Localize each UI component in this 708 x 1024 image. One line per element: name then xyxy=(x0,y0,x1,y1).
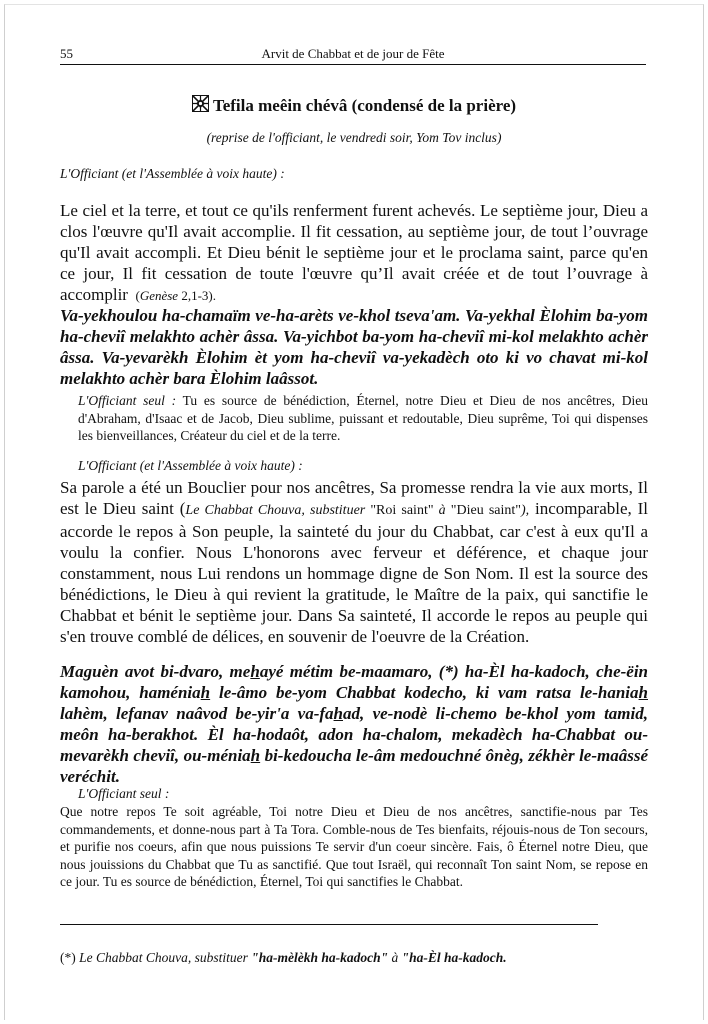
page-header xyxy=(60,46,646,66)
scripture-reference: (Genèse 2,1-3). xyxy=(135,288,216,303)
speaker-label: L'Officiant (et l'Assemblée à voix haute) : xyxy=(60,166,285,181)
block-4-text: Que notre repos Te soit agréable, Toi notre Dieu et Dieu de nos ancêtres, sanctifie-nous par Tes commandements, et donne-nous part à Ta Tora. Comble-nous de Tes bienfaits, réjouis-nous de Ton secours, et purifie nos coeurs, afin que nous puissions Te servir d'un coeur sincère. Fais, ô Éternel notre Dieu, que nous jouissions du Chabbat que Tu as sanctifié. Que tout Israël, qui reconnaît Ton saint Nom, se repose en ce jour. Tu es source de bénédiction, Éternel, Toi qui sanctifies le Chabbat. xyxy=(60,804,648,889)
block-3-label-wrap xyxy=(78,458,648,474)
speaker-label: L'Officiant seul : xyxy=(78,786,170,801)
speaker-label: L'Officiant seul : xyxy=(78,393,177,408)
section-title-text: Tefila meêin chévâ (condensé de la prière) xyxy=(212,96,517,115)
section-title xyxy=(0,95,708,116)
footnote: (*) Le Chabbat Chouva, substituer "ha-mèlèkh ha-kadoch" à "ha-Èl ha-kadoch. xyxy=(60,950,507,965)
page-number: 55 xyxy=(60,46,73,61)
french-paragraph: Le ciel et la terre, et tout ce qu'ils renferment furent achevés. Le septième jour, Dieu a clos l'œuvre qu'Il avait accomplie. Il fit cessation, au septième jour, de tout l’ouvrage qu'Il avait accompli. Et Dieu bénit le septième jour et le proclama saint, parce qu'en ce jour, Il fit cessation de toute l'œuvre qu’Il avait créée et de tout l’ouvrage à accomplir xyxy=(60,201,648,304)
french-paragraph-start: Sa parole a été un Bouclier pour nos ancêtres, Sa promesse rendra la vie aux morts, Il est le Dieu saint ( xyxy=(60,478,648,518)
french-paragraph-end: incomparable, Il accorde le repos à Son peuple, la sainteté du jour du Chabbat, car c'est à eux qu'Il a voulu la confier. Nous L'honorons avec ferveur et déférence, et chaque jour constamment, nous Lui rendons un hommage digne de Son Nom. Il est la source des bénédictions, le Dieu à qui revient la gratitude, le Maître de la paix, qui sanctifie le Chabbat et bénit le septième jour. Dans Sa sainteté, Il accorde le repos au peuple qui s'en trouve comblé de délices, en souvenir de l'oeuvre de la Création. xyxy=(60,499,649,646)
running-title: Arvit de Chabbat et de jour de Fête xyxy=(261,46,445,61)
blessing-text: Tu es source de bénédiction, Éternel, notre Dieu et Dieu de nos ancêtres, Dieu d'Abraham, d'Isaac et de Jacob, Dieu sublime, puissant et redoutable, Dieu suprême, Toi qui dispenses les bienveillances, Créateur du ciel et de la terre. xyxy=(78,393,649,443)
block-1-label-wrap xyxy=(60,166,648,182)
header-rule xyxy=(60,64,646,65)
block-1-french-text xyxy=(60,200,648,306)
block-3-transliteration: Maguèn avot bi-dvaro, mehayé métim be-maamaro, (*) ha-Èl ha-kadoch, che-ëin kamohou, haméniah le-âmo be-yom Chabbat kodecho, ki vam ratsa le-haniah lahèm, lefanav naâvod be-yir'a va-fahad, ve-nodè li-chemo be-khol yom tamid, meôn ha-berakhot. Èl ha-hodaôt, adon ha-chalom, mekadèch ha-Chabbat ou-mevarèkh cheviî, ou-méniah bi-kedoucha le-âm medouchné ônèg, zékhèr le-maâssé veréchit. xyxy=(60,662,649,786)
block-2 xyxy=(78,392,648,445)
block-4-label-wrap xyxy=(78,786,648,802)
speaker-label: L'Officiant (et l'Assemblée à voix haute) : xyxy=(78,458,303,473)
block-1-transliteration: Va-yekhoulou ha-chamaïm ve-ha-arèts ve-khol tseva'am. Va-yekhal Èlohim ba-yom ha-cheviî melakhto achèr âssa. Va-yichbot ba-yom ha-cheviî mi-kol melakhto achèr âssa. Va-yevarèkh Èlohim èt yom ha-cheviî va-yekadèch oto ki vo chavat mi-kol melakhto achèr bara Èlohim laâssot. xyxy=(60,306,648,388)
section-subtitle: (reprise de l'officiant, le vendredi soir, Yom Tov inclus) xyxy=(206,130,502,145)
block-3-french-text xyxy=(60,477,648,647)
inline-note: Le Chabbat Chouva, substituer "Roi saint" à "Dieu saint"), xyxy=(185,503,530,518)
ornament-icon xyxy=(192,95,209,112)
footnote-rule xyxy=(60,924,598,925)
